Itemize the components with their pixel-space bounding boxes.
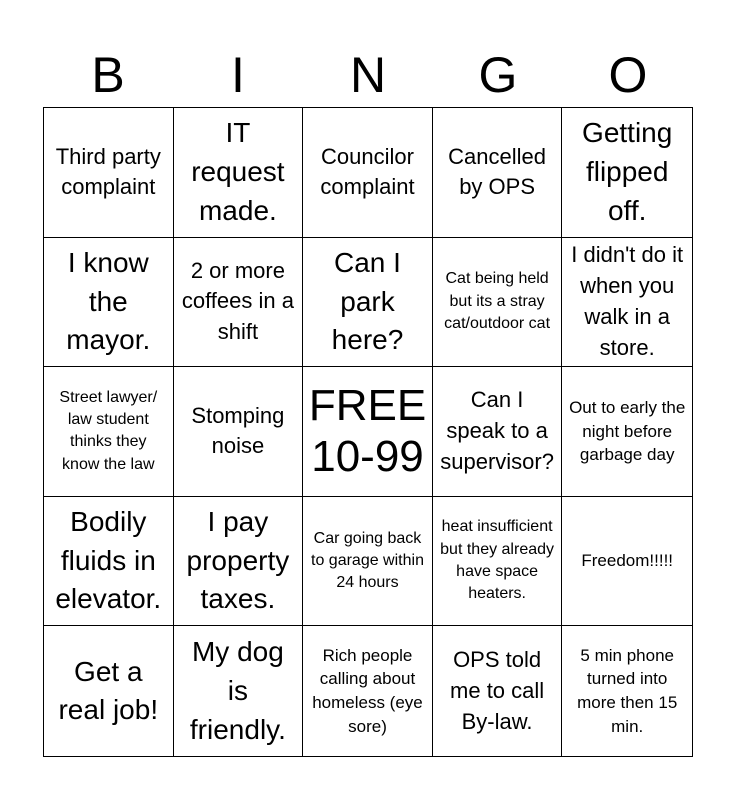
bingo-cell-17[interactable]: I pay property taxes.: [174, 497, 304, 627]
bingo-header: [43, 44, 693, 106]
bingo-cell-22[interactable]: My dog is friendly.: [174, 626, 304, 756]
free-space-cell[interactable]: FREE 10-99: [303, 367, 433, 497]
bingo-cell-18[interactable]: Car going back to garage within 24 hours: [303, 497, 433, 627]
bingo-board: [43, 107, 693, 757]
bingo-cell-4[interactable]: Cancelled by OPS: [433, 108, 563, 238]
bingo-cell-25[interactable]: 5 min phone turned into more then 15 min.: [577, 645, 678, 736]
bingo-cell-3[interactable]: Councilor complaint: [303, 108, 433, 238]
bingo-cell-7[interactable]: 2 or more coffees in a shift: [174, 238, 304, 368]
header-letter-b: B: [91, 47, 125, 103]
header-letter-o: O: [608, 47, 648, 103]
bingo-cell-1[interactable]: Third party complaint: [44, 108, 174, 238]
bingo-cell-24[interactable]: OPS told me to call By-law.: [433, 626, 563, 756]
bingo-cell-21[interactable]: Get a real job!: [44, 626, 174, 756]
header-letter-n: N: [349, 47, 387, 103]
bingo-cell-8[interactable]: Can I park here?: [303, 238, 433, 368]
bingo-cell-14[interactable]: Can I speak to a supervisor?: [433, 367, 563, 497]
bingo-cell-20[interactable]: Freedom!!!!!: [562, 497, 692, 627]
bingo-cell-15[interactable]: Out to early the night before garbage day: [562, 367, 692, 497]
bingo-cell-12[interactable]: Stomping noise: [174, 367, 304, 497]
header-letter-i: I: [231, 47, 245, 103]
bingo-cell-6[interactable]: I know the mayor.: [44, 238, 174, 368]
bingo-cell-23[interactable]: Rich people calling about homeless (eye sore): [303, 626, 433, 756]
bingo-cell-9[interactable]: Cat being held but its a stray cat/outdoor cat: [433, 238, 563, 368]
bingo-cell-5[interactable]: Getting flipped off.: [562, 108, 692, 238]
bingo-cell-2[interactable]: IT request made.: [174, 108, 304, 238]
bingo-cell-16[interactable]: Bodily fluids in elevator.: [44, 497, 174, 627]
bingo-cell-10[interactable]: I didn't do it when you walk in a store.: [562, 238, 692, 368]
bingo-cell-11[interactable]: Street lawyer/ law student thinks they know the law: [44, 367, 174, 497]
bingo-cell-19[interactable]: heat insufficient but they already have space heaters.: [433, 497, 563, 627]
header-letter-g: G: [478, 47, 518, 103]
